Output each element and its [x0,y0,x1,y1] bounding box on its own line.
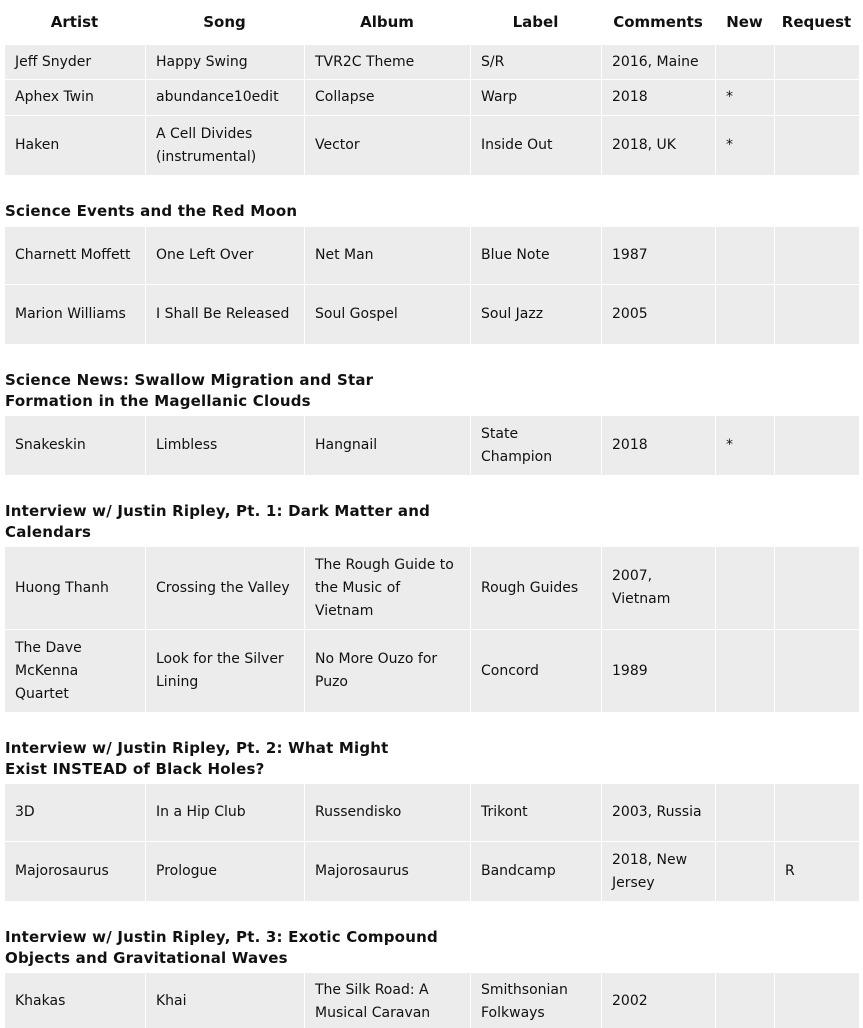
track-table [4,226,860,345]
cell-album: No More Ouzo for Puzo [305,630,471,713]
cell-label: Rough Guides [471,547,602,630]
cell-artist: Snakeskin [5,416,146,476]
header-comments: Comments [613,13,703,31]
table-row [5,973,860,1028]
cell-album: Majorosaurus [305,842,471,902]
cell-artist: Khakas [5,973,146,1028]
cell-comments: 1989 [602,630,716,713]
cell-album: Russendisko [305,784,471,842]
cell-request [775,45,860,80]
table-row [5,630,860,713]
cell-artist: Haken [5,116,146,176]
table-row [5,227,860,285]
cell-song: Crossing the Valley [146,547,305,630]
table-row [5,116,860,176]
cell-song: A Cell Divides (instrumental) [146,116,305,176]
cell-new: * [716,116,775,176]
cell-song: abundance10edit [146,80,305,116]
header-artist: Artist [50,13,99,31]
header-new: New [726,13,763,31]
cell-song: Limbless [146,416,305,476]
track-table [4,546,860,713]
cell-request [775,973,860,1028]
cell-request [775,547,860,630]
cell-album: The Silk Road: A Musical Caravan [305,973,471,1028]
cell-artist: Charnett Moffett [5,227,146,285]
cell-album: Net Man [305,227,471,285]
cell-album: Soul Gospel [305,285,471,345]
cell-label: Soul Jazz [471,285,602,345]
cell-comments: 2018, UK [602,116,716,176]
cell-label: Warp [471,80,602,116]
cell-request [775,630,860,713]
cell-request [775,416,860,476]
cell-request [775,80,860,116]
cell-label: Blue Note [471,227,602,285]
cell-artist: Aphex Twin [5,80,146,116]
cell-label: State Champion [471,416,602,476]
cell-new [716,285,775,345]
cell-artist: Jeff Snyder [5,45,146,80]
cell-comments: 2007, Vietnam [602,547,716,630]
cell-song: Look for the Silver Lining [146,630,305,713]
header-song: Song [203,13,246,31]
cell-song: In a Hip Club [146,784,305,842]
cell-song: One Left Over [146,227,305,285]
cell-new [716,547,775,630]
cell-new [716,842,775,902]
cell-label: Concord [471,630,602,713]
segment-title: Interview w/ Justin Ripley, Pt. 1: Dark Matter and Calendars [5,502,431,541]
cell-comments: 2002 [602,973,716,1028]
table-row [5,416,860,476]
cell-song: Khai [146,973,305,1028]
cell-artist: The Dave McKenna Quartet [5,630,146,713]
cell-new: * [716,80,775,116]
cell-comments: 2018, New Jersey [602,842,716,902]
table-row [5,45,860,80]
cell-artist: 3D [5,784,146,842]
cell-song: I Shall Be Released [146,285,305,345]
header-label: Label [512,13,559,31]
cell-new [716,784,775,842]
cell-request [775,285,860,345]
track-table [4,783,860,902]
track-table [4,972,860,1028]
table-row [5,784,860,842]
table-row [5,285,860,345]
segment-title: Science Events and the Red Moon [5,202,298,220]
cell-artist: Huong Thanh [5,547,146,630]
cell-artist: Majorosaurus [5,842,146,902]
cell-new [716,973,775,1028]
track-table [4,44,860,176]
cell-request [775,116,860,176]
table-row [5,80,860,116]
cell-new [716,227,775,285]
cell-song: Happy Swing [146,45,305,80]
header-album: Album [360,13,414,31]
segment-title: Interview w/ Justin Ripley, Pt. 2: What Might Exist INSTEAD of Black Holes? [5,739,389,778]
cell-label: Trikont [471,784,602,842]
segment-title: Science News: Swallow Migration and Star Formation in the Magellanic Clouds [5,371,374,410]
cell-artist: Marion Williams [5,285,146,345]
table-row [5,547,860,630]
cell-new [716,45,775,80]
cell-album: Hangnail [305,416,471,476]
cell-request: R [775,842,860,902]
cell-request [775,227,860,285]
cell-song: Prologue [146,842,305,902]
cell-label: S/R [471,45,602,80]
cell-label: Bandcamp [471,842,602,902]
cell-comments: 2005 [602,285,716,345]
cell-label: Smithsonian Folkways [471,973,602,1028]
cell-album: The Rough Guide to the Music of Vietnam [305,547,471,630]
cell-request [775,784,860,842]
cell-new: * [716,416,775,476]
table-row [5,842,860,902]
cell-comments: 2018 [602,416,716,476]
cell-album: Vector [305,116,471,176]
cell-comments: 2016, Maine [602,45,716,80]
segment-title: Interview w/ Justin Ripley, Pt. 3: Exotic Compound Objects and Gravitational Waves [5,928,438,967]
cell-comments: 2018 [602,80,716,116]
cell-label: Inside Out [471,116,602,176]
cell-new [716,630,775,713]
playlist-header [4,0,859,44]
track-table [4,415,860,476]
cell-album: Collapse [305,80,471,116]
header-request: Request [781,13,852,31]
cell-comments: 2003, Russia [602,784,716,842]
cell-comments: 1987 [602,227,716,285]
cell-album: TVR2C Theme [305,45,471,80]
